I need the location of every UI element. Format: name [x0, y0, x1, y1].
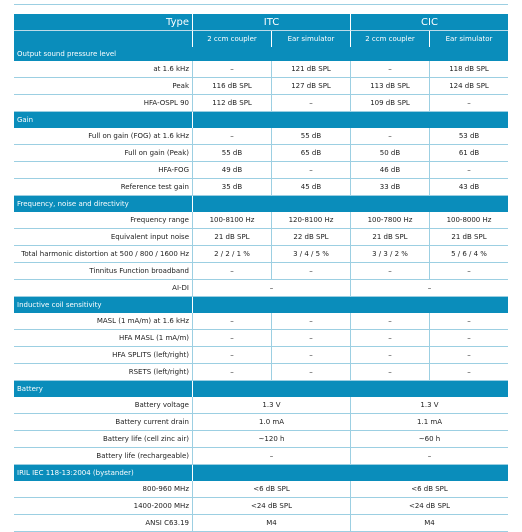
value-cell: –	[350, 313, 429, 330]
value-cell: –	[350, 263, 429, 280]
value-cell: 61 dB	[429, 145, 508, 162]
value-cell: 21 dB SPL	[350, 229, 429, 246]
row-label: HFA MASL (1 mA/m)	[14, 330, 192, 347]
value-cell: <24 dB SPL	[350, 498, 508, 515]
value-cell: 5 / 6 / 4 %	[429, 246, 508, 263]
value-cell: –	[192, 347, 271, 364]
cic-simulator-header: Ear simulator	[429, 31, 508, 47]
value-cell: –	[192, 263, 271, 280]
value-cell: <6 dB SPL	[350, 481, 508, 498]
value-cell: –	[192, 128, 271, 145]
row-label: Reference test gain	[14, 179, 192, 196]
value-cell: 45 dB	[271, 179, 350, 196]
value-cell: 21 dB SPL	[429, 229, 508, 246]
row-label: HFA-OSPL 90	[14, 95, 192, 112]
spec-table	[14, 14, 508, 532]
value-cell: –	[271, 347, 350, 364]
table-row	[14, 414, 508, 431]
table-row	[14, 397, 508, 414]
value-cell: –	[429, 95, 508, 112]
value-cell: 1.3 V	[192, 397, 350, 414]
row-label: HFA-FOG	[14, 162, 192, 179]
header-blank	[14, 31, 192, 47]
table-row	[14, 246, 508, 263]
section-header	[14, 47, 508, 61]
value-cell: M4	[192, 515, 350, 532]
spec-table-body	[14, 14, 508, 532]
table-row	[14, 313, 508, 330]
table-row	[14, 78, 508, 95]
section-fill	[192, 381, 508, 397]
table-row	[14, 481, 508, 498]
table-row	[14, 431, 508, 448]
value-cell: 49 dB	[192, 162, 271, 179]
row-label: Total harmonic distortion at 500 / 800 / 1600 Hz	[14, 246, 192, 263]
table-row	[14, 448, 508, 465]
section-title: Battery	[14, 381, 192, 397]
value-cell: 127 dB SPL	[271, 78, 350, 95]
section-fill	[192, 112, 508, 128]
row-label: Battery life (cell zinc air)	[14, 431, 192, 448]
value-cell: –	[350, 364, 429, 381]
section-title: IRIL IEC 118-13:2004 (bystander)	[14, 465, 192, 481]
cic-coupler-header: 2 ccm coupler	[350, 31, 429, 47]
itc-header: ITC	[192, 14, 350, 31]
value-cell: –	[429, 263, 508, 280]
value-cell: 35 dB	[192, 179, 271, 196]
value-cell: 1.3 V	[350, 397, 508, 414]
value-cell: –	[271, 364, 350, 381]
value-cell: 21 dB SPL	[192, 229, 271, 246]
table-row	[14, 347, 508, 364]
value-cell: 3 / 4 / 5 %	[271, 246, 350, 263]
itc-coupler-header: 2 ccm coupler	[192, 31, 271, 47]
value-cell: 1.1 mA	[350, 414, 508, 431]
value-cell: –	[350, 128, 429, 145]
value-cell: –	[192, 448, 350, 465]
row-label: HFA SPLITS (left/right)	[14, 347, 192, 364]
table-row	[14, 364, 508, 381]
row-label: at 1.6 kHz	[14, 61, 192, 78]
row-label: Battery current drain	[14, 414, 192, 431]
section-header	[14, 465, 508, 481]
value-cell: 53 dB	[429, 128, 508, 145]
value-cell: 124 dB SPL	[429, 78, 508, 95]
table-row	[14, 179, 508, 196]
value-cell: 121 dB SPL	[271, 61, 350, 78]
value-cell: 112 dB SPL	[192, 95, 271, 112]
table-row	[14, 263, 508, 280]
section-fill	[192, 297, 508, 313]
value-cell: 100-8000 Hz	[429, 212, 508, 229]
value-cell: –	[192, 364, 271, 381]
value-cell: <24 dB SPL	[192, 498, 350, 515]
header-row-sub	[14, 31, 508, 47]
table-row	[14, 61, 508, 78]
row-label: ANSI C63.19	[14, 515, 192, 532]
value-cell: 109 dB SPL	[350, 95, 429, 112]
section-fill	[192, 196, 508, 212]
section-title: Output sound pressure level	[14, 47, 508, 61]
row-label: MASL (1 mA/m) at 1.6 kHz	[14, 313, 192, 330]
value-cell: 33 dB	[350, 179, 429, 196]
top-divider	[14, 4, 508, 5]
section-fill	[192, 465, 508, 481]
section-title: Frequency, noise and directivity	[14, 196, 192, 212]
value-cell: –	[350, 280, 508, 297]
value-cell: M4	[350, 515, 508, 532]
value-cell: 1.0 mA	[192, 414, 350, 431]
value-cell: ~120 h	[192, 431, 350, 448]
value-cell: –	[192, 313, 271, 330]
value-cell: 3 / 3 / 2 %	[350, 246, 429, 263]
row-label: Equivalent input noise	[14, 229, 192, 246]
section-header	[14, 196, 508, 212]
value-cell: –	[429, 313, 508, 330]
table-row	[14, 162, 508, 179]
section-title: Gain	[14, 112, 192, 128]
row-label: 800-960 MHz	[14, 481, 192, 498]
table-row	[14, 515, 508, 532]
section-header	[14, 297, 508, 313]
value-cell: –	[192, 280, 350, 297]
value-cell: –	[271, 263, 350, 280]
value-cell: –	[429, 347, 508, 364]
row-label: AI-DI	[14, 280, 192, 297]
table-row	[14, 212, 508, 229]
section-header	[14, 381, 508, 397]
type-header: Type	[14, 14, 192, 31]
value-cell: –	[429, 162, 508, 179]
table-row	[14, 498, 508, 515]
value-cell: 46 dB	[350, 162, 429, 179]
value-cell: –	[192, 330, 271, 347]
value-cell: <6 dB SPL	[192, 481, 350, 498]
value-cell: 43 dB	[429, 179, 508, 196]
value-cell: –	[350, 347, 429, 364]
row-label: Battery voltage	[14, 397, 192, 414]
value-cell: –	[271, 95, 350, 112]
row-label: 1400-2000 MHz	[14, 498, 192, 515]
table-row	[14, 145, 508, 162]
header-row-groups	[14, 14, 508, 31]
section-title: Inductive coil sensitivity	[14, 297, 192, 313]
value-cell: 2 / 2 / 1 %	[192, 246, 271, 263]
table-row	[14, 280, 508, 297]
value-cell: –	[271, 313, 350, 330]
value-cell: 100-7800 Hz	[350, 212, 429, 229]
row-label: Peak	[14, 78, 192, 95]
row-label: Full on gain (FOG) at 1.6 kHz	[14, 128, 192, 145]
itc-simulator-header: Ear simulator	[271, 31, 350, 47]
value-cell: 50 dB	[350, 145, 429, 162]
value-cell: 22 dB SPL	[271, 229, 350, 246]
row-label: Frequency range	[14, 212, 192, 229]
value-cell: 100-8100 Hz	[192, 212, 271, 229]
value-cell: –	[429, 330, 508, 347]
section-header	[14, 112, 508, 128]
cic-header: CIC	[350, 14, 508, 31]
value-cell: 65 dB	[271, 145, 350, 162]
value-cell: –	[192, 61, 271, 78]
value-cell: 55 dB	[192, 145, 271, 162]
table-row	[14, 229, 508, 246]
value-cell: 118 dB SPL	[429, 61, 508, 78]
row-label: Full on gain (Peak)	[14, 145, 192, 162]
table-row	[14, 330, 508, 347]
value-cell: 55 dB	[271, 128, 350, 145]
value-cell: ~60 h	[350, 431, 508, 448]
value-cell: –	[350, 448, 508, 465]
row-label: Battery life (rechargeable)	[14, 448, 192, 465]
value-cell: –	[350, 61, 429, 78]
value-cell: 120-8100 Hz	[271, 212, 350, 229]
value-cell: –	[350, 330, 429, 347]
table-row	[14, 95, 508, 112]
value-cell: 113 dB SPL	[350, 78, 429, 95]
row-label: Tinnitus Function broadband	[14, 263, 192, 280]
value-cell: –	[429, 364, 508, 381]
value-cell: 116 dB SPL	[192, 78, 271, 95]
row-label: RSETS (left/right)	[14, 364, 192, 381]
value-cell: –	[271, 330, 350, 347]
value-cell: –	[271, 162, 350, 179]
table-row	[14, 128, 508, 145]
